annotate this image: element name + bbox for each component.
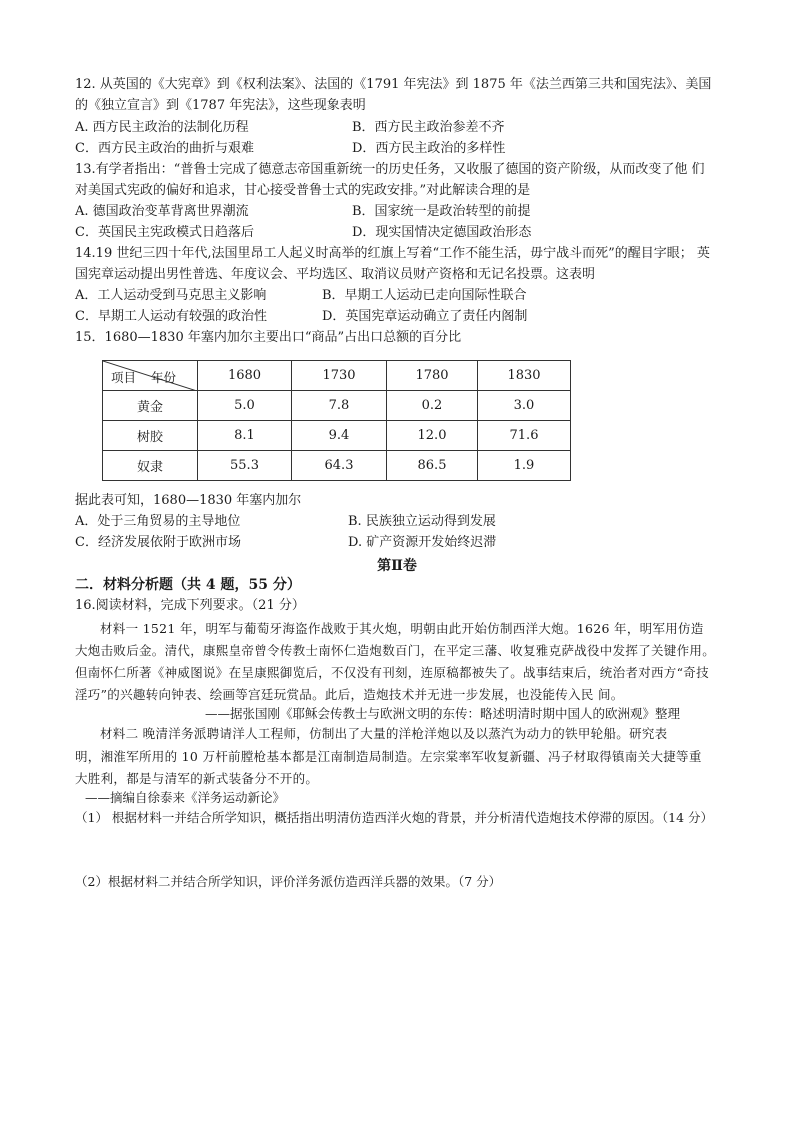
material2-line: 明，湘淮军所用的 10 万杆前膛枪基本都是江南制造局制造。左宗棠率军收复新疆、冯子材取得镇南关大捷等重 (75, 749, 702, 764)
section-title: 二．材料分析题（共 4 题，55 分） (75, 577, 301, 593)
table-row (103, 421, 571, 451)
q16-subquestion-2: （2）根据材料二并结合所学知识，评价洋务派仿造西洋兵器的效果。（7 分） (75, 874, 502, 889)
table-row (103, 451, 571, 481)
year-header: 1680 (198, 361, 292, 391)
table-cell: 71.6 (478, 421, 571, 451)
row-item: 奴隶 (103, 451, 198, 481)
q13-option-b: B．国家统一是政治转型的前提 (352, 204, 531, 219)
header-year-label: 年份 (151, 370, 177, 385)
material2-source: ——摘编自徐泰来《洋务运动新论》 (85, 790, 286, 805)
table-diagonal-header (103, 361, 198, 391)
q12-option-a: A. 西方民主政治的法制化历程 (75, 120, 249, 135)
material1-line: 大炮击败后金。清代，康熙皇帝曾令传教士南怀仁造炮数百门，在平定三藩、收复雅克萨战役中发挥了关键作用。 (75, 643, 716, 658)
q13-option-a: A. 德国政治变革背离世界潮流 (75, 204, 249, 219)
q15-stem: 15．1680—1830 年塞内加尔主要出口“商品”占出口总额的百分比 (75, 330, 462, 345)
q15-option-a: A．处于三角贸易的主导地位 (75, 514, 241, 529)
table-cell: 86.5 (387, 451, 478, 481)
year-header: 1830 (478, 361, 571, 391)
row-item: 黄金 (103, 391, 198, 421)
q12-option-b: B．西方民主政治参差不齐 (352, 120, 505, 135)
table-header-row (103, 361, 571, 391)
q16-subquestion-1: （1） 根据材料一并结合所学知识，概括指出明清仿造西洋火炮的背景，并分析清代造炮技术停滞的原因。（14 分） (75, 810, 714, 825)
material1-line: 淫巧”的兴趣转向钟表、绘画等宫廷玩赏品。此后，造炮技术并无进一步发展，也没能传入民 间。 (75, 687, 624, 702)
material1-source: ——据张国刚《耶稣会传教士与欧洲文明的东传：略述明清时期中国人的欧洲观》整理 (205, 706, 681, 721)
export-table (102, 360, 571, 481)
q14-stem-line1: 14.19 世纪三四十年代,法国里昂工人起义时高举的红旗上写着“工作不能生活，毋宁战斗而死”的醒目字眼； 英 (75, 246, 710, 261)
q13-stem-line1: 13.有学者指出：“普鲁士完成了德意志帝国重新统一的历史任务，又收服了德国的资产阶级，从而改变了他 们 (75, 162, 705, 177)
table-row (103, 391, 571, 421)
table-cell: 55.3 (198, 451, 292, 481)
table-cell: 9.4 (292, 421, 387, 451)
q15-option-b: B. 民族独立运动得到发展 (348, 514, 496, 529)
q12-stem-line1: 12. 从英国的《大宪章》到《权利法案》、法国的《1791 年宪法》到 1875 年《法兰西第三共和国宪法》、美国 (75, 77, 712, 92)
q14-option-c: C．早期工人运动有较强的政治性 (75, 309, 267, 324)
header-item-label: 项目 (111, 370, 137, 385)
volume-title: 第Ⅱ卷 (377, 558, 417, 574)
material2-line: 大胜利，都是与清军的新式装备分不开的。 (75, 771, 319, 786)
table-cell: 8.1 (198, 421, 292, 451)
year-header: 1780 (387, 361, 478, 391)
table-cell: 3.0 (478, 391, 571, 421)
q14-option-a: A．工人运动受到马克思主义影响 (75, 288, 267, 303)
material2-line: 材料二 晚清洋务派聘请洋人工程师，仿制出了大量的洋枪洋炮以及以蒸汽为动力的铁甲轮船。研究表 (100, 726, 668, 741)
q15-conclusion: 据此表可知，1680—1830 年塞内加尔 (75, 493, 302, 508)
q12-stem-line2: 的《独立宣言》到《1787 年宪法》，这些现象表明 (75, 98, 366, 113)
q12-option-c: C．西方民主政治的曲折与艰难 (75, 141, 254, 156)
table-cell: 1.9 (478, 451, 571, 481)
q13-option-c: C．英国民主宪政模式日趋落后 (75, 225, 254, 240)
table-cell: 64.3 (292, 451, 387, 481)
q12-option-d: D．西方民主政治的多样性 (352, 141, 506, 156)
table-cell: 5.0 (198, 391, 292, 421)
table-cell: 12.0 (387, 421, 478, 451)
q15-option-d: D. 矿产资源开发始终迟滞 (348, 535, 497, 550)
q14-option-d: D．英国宪章运动确立了责任内阁制 (322, 309, 528, 324)
table-cell: 0.2 (387, 391, 478, 421)
q14-option-b: B．早期工人运动已走向国际性联合 (322, 288, 527, 303)
q13-stem-line2: 对美国式宪政的偏好和追求，甘心接受普鲁士式的宪政安排。”对此解读合理的是 (75, 183, 531, 198)
year-header: 1730 (292, 361, 387, 391)
material1-line: 材料一 1521 年，明军与葡萄牙海盗作战败于其火炮，明朝由此开始仿制西洋大炮。1626 年，明军用仿造 (100, 621, 704, 636)
q13-option-d: D．现实国情决定德国政治形态 (352, 225, 532, 240)
row-item: 树胶 (103, 421, 198, 451)
material1-line: 但南怀仁所著《神威图说》在呈康熙御览后，不仅没有刊刻，连原稿都被失了。战事结束后，统治者对西方“奇技 (75, 665, 709, 680)
q14-stem-line2: 国宪章运动提出男性普选、年度议会、平均选区、取消议员财产资格和无记名投票。这表明 (75, 267, 596, 282)
table-cell: 7.8 (292, 391, 387, 421)
q16-stem: 16.阅读材料，完成下列要求。（21 分） (75, 598, 305, 613)
q15-option-c: C．经济发展依附于欧洲市场 (75, 535, 241, 550)
